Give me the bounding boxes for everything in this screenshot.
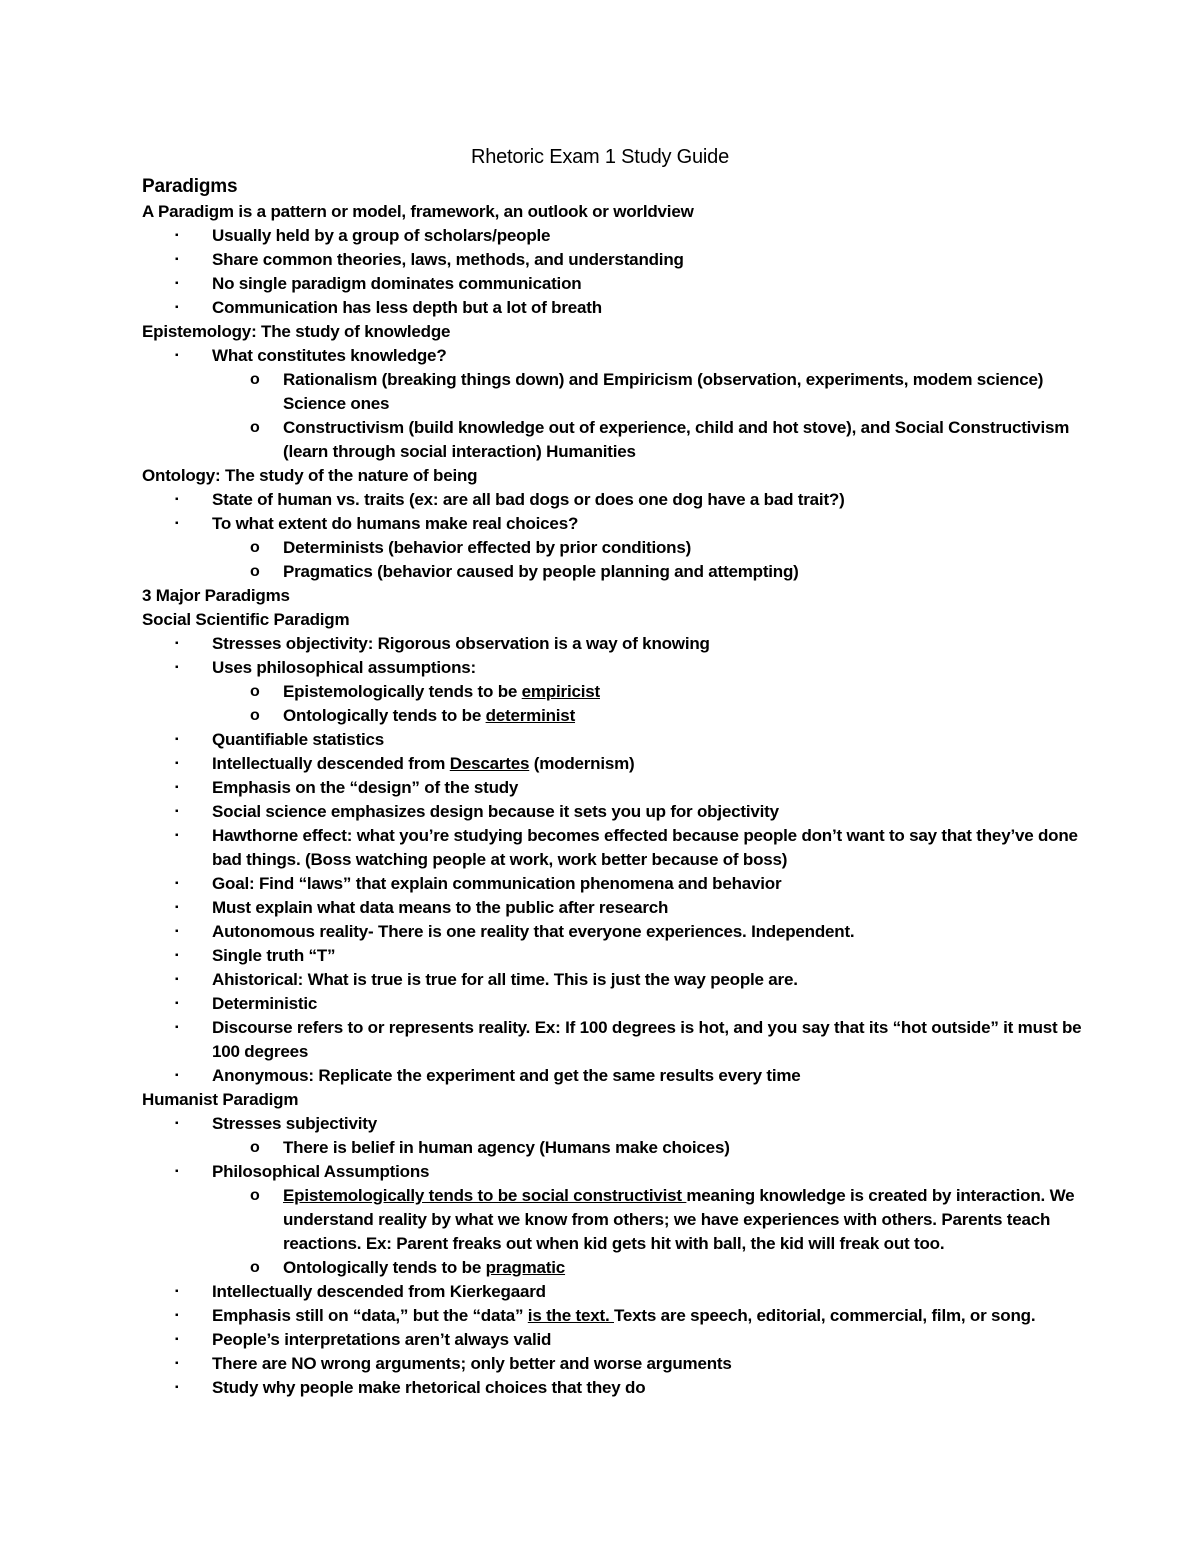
list-item: ▪ Intellectually descended from Kierkegaard bbox=[142, 1280, 1082, 1304]
list-item: ▪ Study why people make rhetorical choices that they do bbox=[142, 1376, 1082, 1400]
underlined-term: Epistemologically tends to be social constructivist bbox=[283, 1186, 687, 1205]
list-item: ▪ There are NO wrong arguments; only better and worse arguments bbox=[142, 1352, 1082, 1376]
sub-list-item bbox=[142, 680, 1082, 704]
list-item: ▪ Single truth “T” bbox=[142, 944, 1082, 968]
sub-list-item: o There is belief in human agency (Humans make choices) bbox=[142, 1136, 1082, 1160]
list-item: ▪ Stresses subjectivity bbox=[142, 1112, 1082, 1136]
text-span: (modernism) bbox=[529, 754, 635, 773]
list-item: ▪ To what extent do humans make real choices? bbox=[142, 512, 1082, 536]
ontology-heading: Ontology: The study of the nature of being bbox=[142, 466, 478, 485]
document-body bbox=[142, 174, 1082, 1400]
list-item: ▪ State of human vs. traits (ex: are all bad dogs or does one dog have a bad trait?) bbox=[142, 488, 1082, 512]
sub-list-item: o Constructivism (build knowledge out of experience, child and hot stove), and Social Constructivism (learn through social interaction) Humanities bbox=[142, 416, 1082, 464]
underlined-term: empiricist bbox=[521, 682, 600, 701]
list-item: ▪ Social science emphasizes design because it sets you up for objectivity bbox=[142, 800, 1082, 824]
list-item: ▪ Quantifiable statistics bbox=[142, 728, 1082, 752]
list-item bbox=[142, 1304, 1082, 1328]
list-item: ▪ What constitutes knowledge? bbox=[142, 344, 1082, 368]
text-span: meaning knowledge is created by interaction. We understand reality by what we know from others; we have experiences with others. Parents teach reactions. Ex: Parent freaks out when kid gets hit with ball, the kid will freak out too. bbox=[283, 1186, 1075, 1253]
list-item: ▪ Deterministic bbox=[142, 992, 1082, 1016]
underlined-term: pragmatic bbox=[485, 1258, 566, 1277]
list-item: ▪ Share common theories, laws, methods, and understanding bbox=[142, 248, 1082, 272]
underlined-term: determinist bbox=[485, 706, 576, 725]
text-span: Epistemologically tends to be bbox=[283, 682, 522, 701]
sub-list-item bbox=[142, 1184, 1082, 1256]
list-item: ▪ Emphasis on the “design” of the study bbox=[142, 776, 1082, 800]
text-span: Texts are speech, editorial, commercial, film, or song. bbox=[614, 1306, 1036, 1325]
list-item: ▪ Discourse refers to or represents reality. Ex: If 100 degrees is hot, and you say that its “hot outside” it must be 100 degrees bbox=[142, 1016, 1082, 1064]
list-item: ▪ Philosophical Assumptions bbox=[142, 1160, 1082, 1184]
sub-list-item bbox=[142, 704, 1082, 728]
list-item: ▪ Hawthorne effect: what you’re studying becomes effected because people don’t want to say that they’ve done bad things. (Boss watching people at work, work better because of boss) bbox=[142, 824, 1082, 872]
list-item: ▪ Ahistorical: What is true is true for all time. This is just the way people are. bbox=[142, 968, 1082, 992]
paradigm-definition: A Paradigm is a pattern or model, framework, an outlook or worldview bbox=[142, 202, 694, 221]
list-item: ▪ No single paradigm dominates communication bbox=[142, 272, 1082, 296]
text-span: Ontologically tends to be bbox=[283, 1258, 486, 1277]
sub-list-item: o Pragmatics (behavior caused by people planning and attempting) bbox=[142, 560, 1082, 584]
list-item: ▪ Stresses objectivity: Rigorous observation is a way of knowing bbox=[142, 632, 1082, 656]
social-scientific-heading: Social Scientific Paradigm bbox=[142, 610, 350, 629]
list-item: ▪ People’s interpretations aren’t always valid bbox=[142, 1328, 1082, 1352]
list-item: ▪ Communication has less depth but a lot of breath bbox=[142, 296, 1082, 320]
major-paradigms-heading: 3 Major Paradigms bbox=[142, 586, 290, 605]
list-item: ▪ Anonymous: Replicate the experiment and get the same results every time bbox=[142, 1064, 1082, 1088]
sub-list-item bbox=[142, 1256, 1082, 1280]
text-span: Ontologically tends to be bbox=[283, 706, 486, 725]
list-item bbox=[142, 752, 1082, 776]
list-item: ▪ Autonomous reality- There is one reality that everyone experiences. Independent. bbox=[142, 920, 1082, 944]
section-heading-paradigms: Paradigms bbox=[142, 176, 238, 197]
text-span: Intellectually descended from bbox=[212, 754, 450, 773]
underlined-term: is the text. bbox=[527, 1306, 614, 1325]
list-item: ▪ Usually held by a group of scholars/people bbox=[142, 224, 1082, 248]
sub-list-item: o Rationalism (breaking things down) and Empiricism (observation, experiments, modem science) Science ones bbox=[142, 368, 1082, 416]
sub-list-item: o Determinists (behavior effected by prior conditions) bbox=[142, 536, 1082, 560]
underlined-term: Descartes bbox=[449, 754, 530, 773]
epistemology-heading: Epistemology: The study of knowledge bbox=[142, 322, 451, 341]
document-title: Rhetoric Exam 1 Study Guide bbox=[470, 146, 730, 168]
list-item: ▪ Goal: Find “laws” that explain communication phenomena and behavior bbox=[142, 872, 1082, 896]
list-item: ▪ Uses philosophical assumptions: bbox=[142, 656, 1082, 680]
list-item: ▪ Must explain what data means to the public after research bbox=[142, 896, 1082, 920]
text-span: Emphasis still on “data,” but the “data” bbox=[212, 1306, 528, 1325]
humanist-heading: Humanist Paradigm bbox=[142, 1090, 299, 1109]
